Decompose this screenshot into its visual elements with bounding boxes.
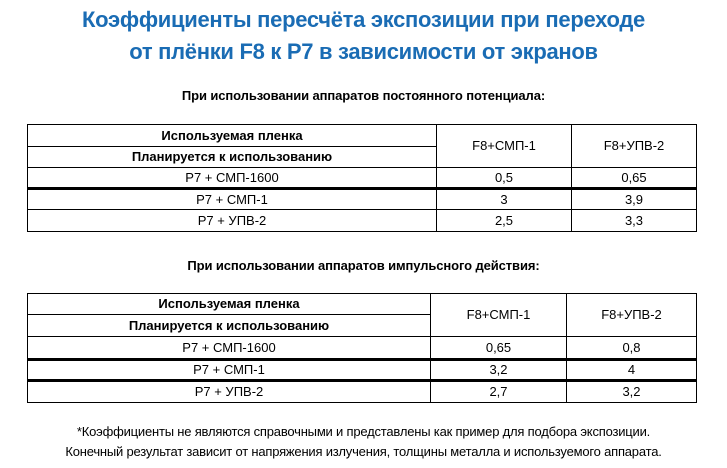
cell-value: 3,2 <box>567 381 697 403</box>
cell-value: 0,8 <box>567 337 697 360</box>
column-header-f8-upv2: F8+УПВ-2 <box>567 294 697 337</box>
cell-value: 3,2 <box>431 360 567 381</box>
table-header-row <box>28 294 697 315</box>
cell-value: 0,65 <box>431 337 567 360</box>
table-row <box>28 360 697 381</box>
cell-value: 3 <box>437 189 572 210</box>
section-heading-pulse: При использовании аппаратов импульсного действия: <box>187 258 540 273</box>
column-header-f8-smp1: F8+СМП-1 <box>431 294 567 337</box>
row-label: Р7 + УПВ-2 <box>28 210 437 232</box>
table-header-row <box>28 125 697 147</box>
cell-value: 3,9 <box>572 189 697 210</box>
page-title <box>0 4 727 68</box>
coefficients-table-pulse <box>27 293 697 403</box>
cell-value: 0,65 <box>572 168 697 189</box>
row-label: Р7 + СМП-1 <box>28 360 431 381</box>
header-used-film: Используемая пленка <box>28 294 431 315</box>
section-heading-constant-potential: При использовании аппаратов постоянного потенциала: <box>181 88 546 103</box>
column-header-f8-smp1: F8+СМП-1 <box>437 125 572 168</box>
table-row <box>28 337 697 360</box>
header-used-film: Используемая пленка <box>28 125 437 147</box>
row-label: Р7 + УПВ-2 <box>28 381 431 403</box>
header-planned: Планируется к использованию <box>28 147 437 168</box>
footnote-line-1: *Коэффициенты не являются справочными и представлены как пример для подбора экспозиции. <box>76 424 651 439</box>
table-row <box>28 381 697 403</box>
title-line-1: Коэффициенты пересчёта экспозиции при переходе <box>82 7 645 32</box>
coefficients-table-constant-potential <box>27 124 697 232</box>
cell-value: 3,3 <box>572 210 697 232</box>
header-planned: Планируется к использованию <box>28 315 431 337</box>
table-row <box>28 210 697 232</box>
cell-value: 2,7 <box>431 381 567 403</box>
table-row <box>28 189 697 210</box>
column-header-f8-upv2: F8+УПВ-2 <box>572 125 697 168</box>
title-line-2: от плёнки F8 к Р7 в зависимости от экранов <box>129 39 598 64</box>
cell-value: 0,5 <box>437 168 572 189</box>
cell-value: 2,5 <box>437 210 572 232</box>
row-label: Р7 + СМП-1 <box>28 189 437 210</box>
footnote-line-2: Конечный результат зависит от напряжения излучения, толщины металла и используемого аппарата. <box>65 444 662 459</box>
row-label: Р7 + СМП-1600 <box>28 168 437 189</box>
table-row <box>28 168 697 189</box>
cell-value: 4 <box>567 360 697 381</box>
footnote <box>0 422 727 462</box>
row-label: Р7 + СМП-1600 <box>28 337 431 360</box>
